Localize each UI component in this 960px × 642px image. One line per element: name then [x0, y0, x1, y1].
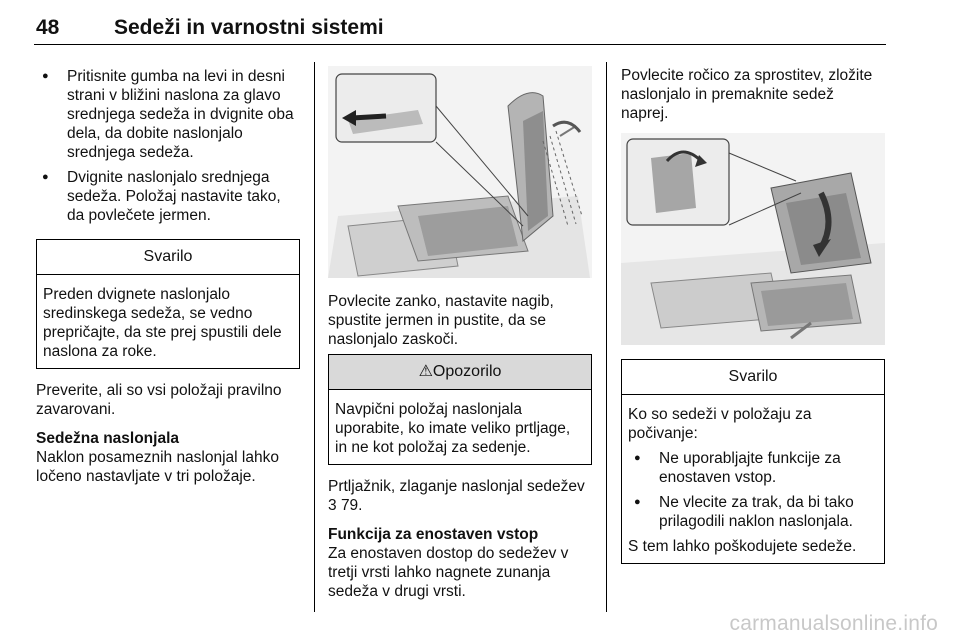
caution-text: Navpični položaj naslonjala uporabite, ko imate veliko prtljage, in ne kot položaj za sedenje. [335, 401, 571, 456]
page-number: 48 [36, 16, 60, 39]
subheading: Funkcija za enostaven vstop [328, 526, 539, 543]
reference-page-link[interactable]: 79. [340, 497, 363, 514]
list-item: ● Dvignite naslonjalo srednjega sedeža. Položaj nastavite tako, da povlečete jermen. [36, 168, 300, 225]
paragraph: Prtljažnik, zlaganje naslonjal sedežev [328, 478, 585, 495]
subheading: Sedežna naslonjala [36, 430, 179, 447]
warning-closing: S tem lahko poškodujete sedeže. [628, 538, 857, 555]
right-column [621, 66, 885, 564]
warning-title: Svarilo [622, 360, 884, 395]
paragraph: Preverite, ali so vsi položaji pravilno zavarovani. [36, 382, 282, 418]
header-rule [34, 44, 886, 45]
paragraph: Za enostaven dostop do sedežev v tretji vrsti lahko nagnete zunanja sedeža v drugi vrsti. [328, 545, 569, 600]
watermark: carmanualsonline.info [729, 612, 938, 635]
list-item: ● Ne vlecite za trak, da bi tako prilagodili naklon naslonjala. [628, 493, 878, 531]
list-item: ● Ne uporabljajte funkcije za enostaven vstop. [628, 449, 878, 487]
middle-column [328, 66, 592, 601]
warning-intro: Ko so sedeži v položaju za počivanje: [628, 406, 812, 442]
page-title: Sedeži in varnostni sistemi [114, 16, 384, 39]
paragraph: Naklon posameznih naslonjal lahko ločeno nastavljate v tri položaje. [36, 449, 279, 485]
caution-title: Opozorilo [432, 363, 502, 380]
caution-header [329, 355, 591, 390]
warning-text: Preden dvignete naslonjalo sredinskega sedeža, se vedno prepričajte, da ste prej spustili dele naslona za roke. [43, 286, 282, 360]
column-divider [606, 62, 607, 612]
easy-entry-illustration [621, 133, 885, 345]
warning-box [621, 359, 885, 564]
column-divider [314, 62, 315, 612]
warning-body [622, 395, 884, 563]
left-column [36, 67, 300, 486]
cross-reference [328, 477, 592, 515]
warning-triangle-icon: ⚠ [418, 363, 433, 380]
warning-box [36, 239, 300, 369]
paragraph: Povlecite ročico za sprostitev, zložite naslonjalo in premaknite sedež naprej. [621, 67, 873, 122]
list-item: ● Pritisnite gumba na levi in desni strani v bližini naslona za glavo srednjega sedeža in dvignite oba dela, da dobite naslonjalo srednjega sedeža. [36, 67, 300, 162]
seat-illustration-svg [328, 66, 592, 278]
seat-backrest-illustration [328, 66, 592, 278]
caution-box [328, 354, 592, 465]
paragraph: Povlecite zanko, nastavite nagib, spustite jermen in pustite, da se naslonjalo zaskoči. [328, 293, 554, 348]
instruction-list [36, 67, 300, 225]
reference-arrow-icon: 3 [328, 497, 337, 514]
warning-list [628, 449, 878, 531]
warning-title: Svarilo [37, 240, 299, 275]
easy-entry-illustration-svg [621, 133, 885, 345]
